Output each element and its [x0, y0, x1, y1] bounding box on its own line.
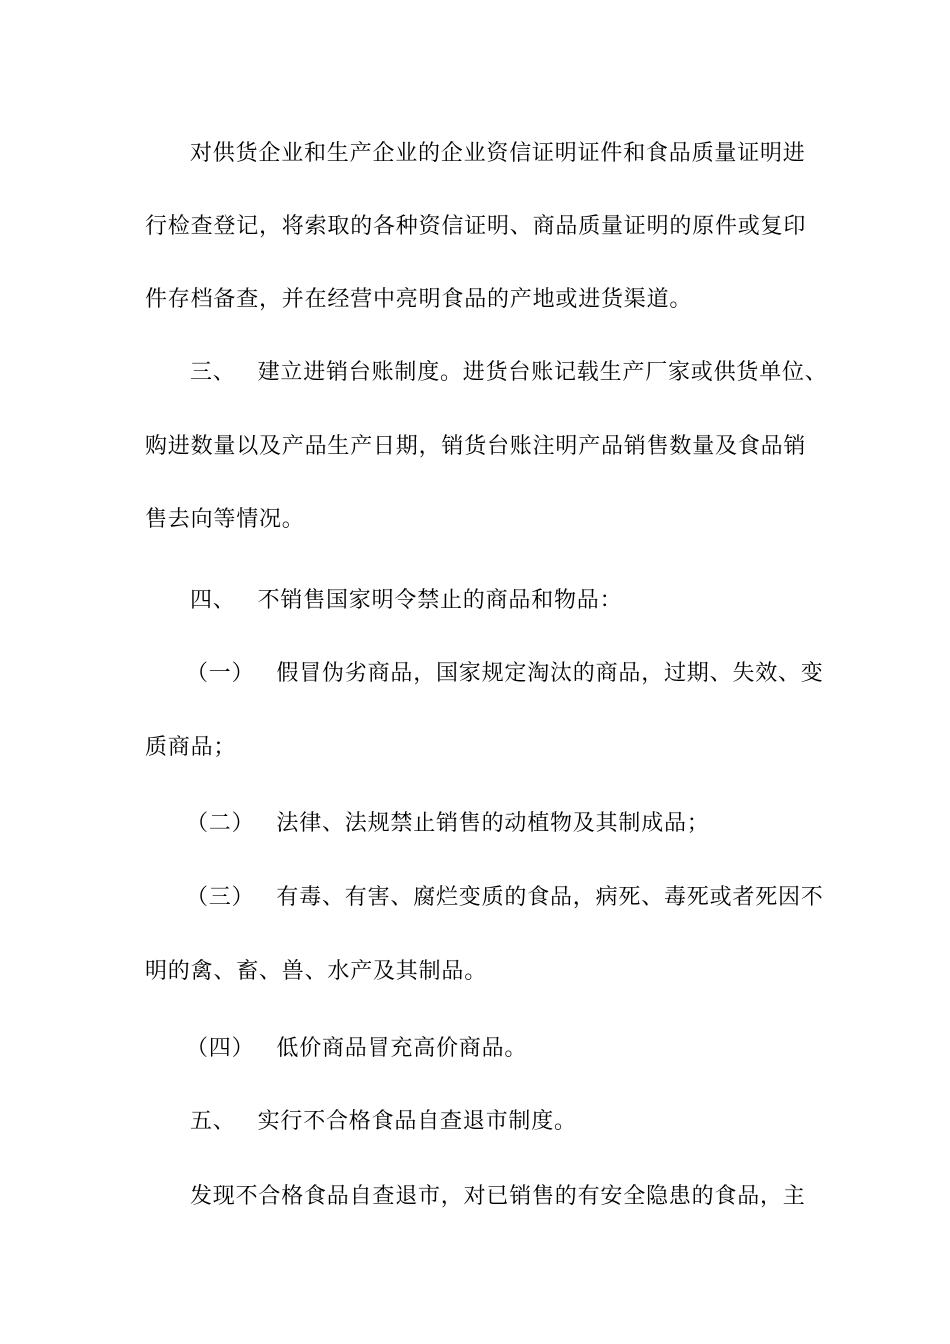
paragraph-line: 发现不合格食品自查退市，对已销售的有安全隐患的食品，主 [190, 1184, 806, 1209]
section-number: 四、 [190, 588, 236, 613]
list-number: （一） [186, 661, 255, 686]
section-text: 不销售国家明令禁止的商品和物品： [257, 588, 623, 613]
paragraph-line: 明的禽、畜、兽、水产及其制品。 [145, 959, 488, 984]
section-text: 实行不合格食品自查退市制度。 [257, 1109, 577, 1134]
list-number: （三） [186, 885, 255, 910]
list-item-4 [186, 1034, 527, 1064]
list-text: 有毒、有害、腐烂变质的食品，病死、毒死或者死因不 [276, 885, 824, 910]
list-item-2 [186, 809, 710, 839]
paragraph-line: 质商品； [145, 735, 237, 760]
list-text: 低价商品冒充高价商品。 [276, 1036, 528, 1061]
list-item-3 [186, 883, 824, 913]
section-heading-4 [190, 586, 622, 616]
section-heading-5 [190, 1107, 577, 1137]
section-number: 三、 [190, 360, 236, 385]
paragraph-line: 售去向等情况。 [145, 507, 305, 532]
section-number: 五、 [190, 1109, 236, 1134]
section-heading-3 [190, 358, 828, 388]
paragraph-line: 购进数量以及产品生产日期，销货台账注明产品销售数量及食品销 [145, 434, 807, 459]
paragraph-line: 对供货企业和生产企业的企业资信证明证件和食品质量证明进 [190, 141, 806, 166]
paragraph-line: 行检查登记，将索取的各种资信证明、商品质量证明的原件或复印 [145, 214, 807, 239]
list-number: （二） [186, 811, 255, 836]
list-text: 法律、法规禁止销售的动植物及其制成品； [276, 811, 710, 836]
paragraph-line: 件存档备查，并在经营中亮明食品的产地或进货渠道。 [145, 287, 693, 312]
list-item-1 [186, 659, 824, 689]
section-text: 建立进销台账制度。进货台账记载生产厂家或供货单位、 [257, 360, 828, 385]
list-number: （四） [186, 1036, 255, 1061]
list-text: 假冒伪劣商品，国家规定淘汰的商品，过期、失效、变 [276, 661, 824, 686]
